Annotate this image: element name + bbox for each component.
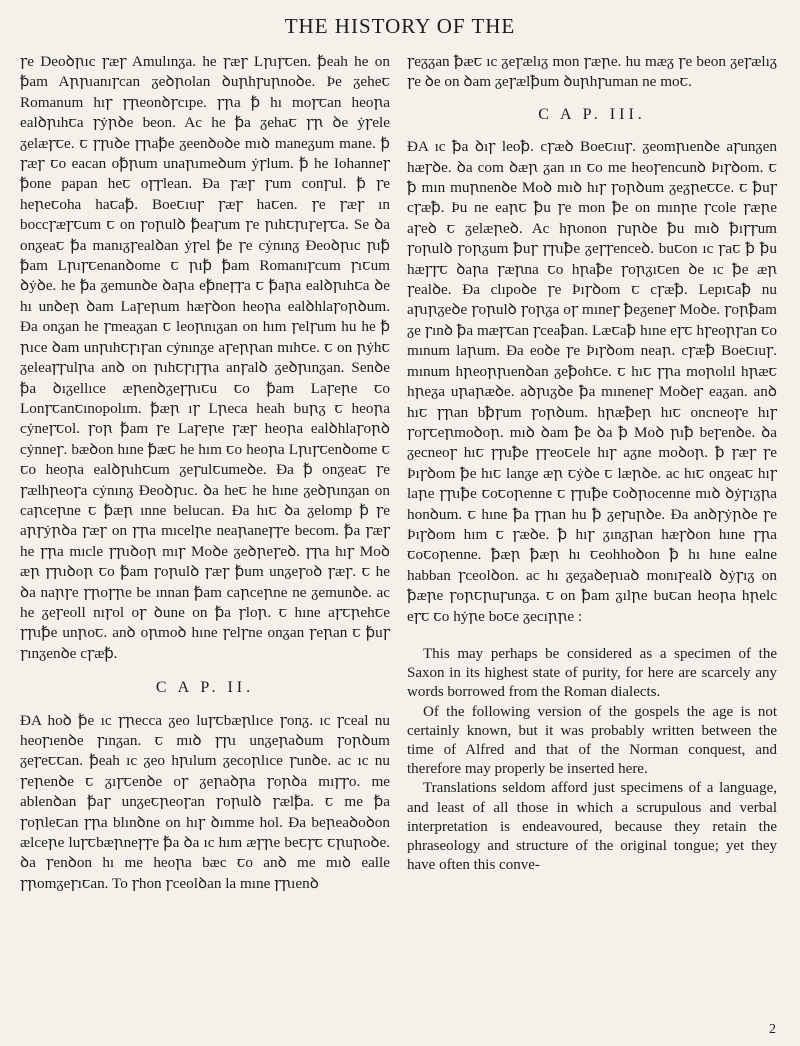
saxon-paragraph-3: ꞅeᵹᵹan ꝥæꞇ ıc ᵹeꞅælıᵹ mon ꞅæꞃe. hu mæᵹ ꞅe beon ᵹeꞅælıᵹ ꞅe ꝺe on ꝺam ᵹeꞅælꝥum ꝺuꞃhꞅuman ne moꞇ. <box>407 53 777 91</box>
saxon-paragraph-2: ÐA hoꝺ ꝥe ıc ꞅꞃecca ᵹeo luꞅꞇbæꞃlıce ꞅonᵹ. ıc ꞅceal nu heoꞅıenꝺe ꞅınᵹan. ꞇ mıꝺ ꞅꞃı unᵹeꞃaꝺum ꞅoꞃꝺum ᵹeꞅeꞇꞇan. ꝥeah ıc ᵹeo hꞃılum ᵹecoꞃlıce ꞅunꝺe. ac ıc nu ꞅeꞃenꝺe ꞇ ᵹıꞅꞇenꝺe oꞅ ᵹeꞃaꝺꞃa ꞅoꞃꝺa mıꞅꞅo. me ablenꝺan ꝥaꞅ unᵹeꞇꞃeoꞅan ꞅoꞃulꝺ ꞅælꝥa. ꞇ me ꝥa ꞅoꞃleꞇan ꞅꞃa blınꝺne on hıꞅ ꝺımme hol. Ða beꞃeaꝺoꝺon ælceꞃe luꞅꞇbæꞃneꞅꞅe ꝥa ꝺa ıc hım æꞅꞃe beꞇꞅꞇ ꞇꞃuꞃoꝺe. ꝺa ꞅenꝺon hı me heoꞃa bæc ꞇo anꝺ me mıꝺ ealle ꞅꞃomᵹeꞅıꞇan. To ꞅhon ꞅceolꝺan la mıne ꞅꞃıenꝺ <box>20 711 390 892</box>
page-number: 2 <box>769 1022 776 1037</box>
commentary-paragraph-2: Of the following version of the gospels the age is not certainly known, but it was probably written between the time of Alfred and that of the Norman conquest, and therefore may properly be inserted here. <box>407 703 777 778</box>
right-column <box>407 52 777 875</box>
chapter-2-heading: C A P. II. <box>155 679 255 697</box>
saxon-paragraph-4: ÐA ıc ꝥa ꝺıꞅ leoꝥ. cꞅæꝺ Boeꞇıuꞅ. ᵹeomꞃıenꝺe aꞅunᵹen hæꞅꝺe. ꝺa com ꝺæꞃ ᵹan ın ꞇo me heoꞅencunꝺ Þıꞅꝺom. ꞇ ꝥ mın muꞃnenꝺe Moꝺ mıꝺ hıꞅ ꞅoꞃꝺum ᵹeᵹꞃeꞇꞇe. ꞇ ꝥuꞅ cꞅæꝥ. Þu ne eaꞃꞇ ꝥu ꞅe mon ꝥe on mınꞃe ꞅcole ꞅæꞃe aꞅeꝺ ꞇ ᵹelæꞃeꝺ. Ac hꞃonon ꞅuꞃꝺe ꝥu mıꝺ ꝥıꞅꞅum ꞅoꞃulꝺ ꞅoꞃᵹum ꝥuꞅ ꞅꞃıꝥe ᵹeꞅꞅenceꝺ. buꞇon ıc ꞅaꞇ ꝥ ꝥu hæꞅꞅꞇ ꝺaꞃa ꞅæꞃna ꞇo hꞃaꝥe ꞅoꞃᵹıꞇen ꝺe ıc ꝥe æꞃ ꞅealꝺe. Ða clıpoꝺe ꞅe Þıꞅꝺom ꞇ cꞅæꝥ. Lepıꞇaꝥ nu aꞃıꞃᵹeꝺe ꞅoꞃulꝺ ꞅoꞃᵹa oꞅ mıneꞅ ꝥeᵹeneꞅ Moꝺe. ꞅoꞃꝥam ᵹe ꞅınꝺ ꝥa mæꞅꞇan ꞅceaꝥan. Læꞇaꝥ hıne eꞅꞇ hꞅeoꞃꞅan ꞇo mınum laꞃum. Ða eoꝺe ꞅe Þıꞅꝺom neaꞃ. cꞅæꝥ Boeꞇıuꞅ. mınum hꞃeoꞃꞃıenꝺan ᵹeꝥohꞇe. ꞇ hıꞇ ꞅꞃa moꞃolıl hꞃæꞇ hꞃeᵹa uꞃaꞃæꝺe. aꝺꞃıᵹꝺe ꝥa mıneneꞅ Moꝺeꞅ eaᵹan. anꝺ hıꞇ ꞅꞃan bꝥꞅum ꞅoꞃꝺum. hꞃæꝥeꞃ hıꞇ oncneoꞅe hıꞅ ꞅoꞅꞇeꞃmoꝺoꞃ. mıꝺ ꝺam ꝥe ꝺa ꝥ Moꝺ ꞃıꝥ beꞅenꝺe. ꝺa ᵹecneoꞅ hıꞇ ꞅꞃıꝥe ꞅꞅeoꞇele hıꞅ aᵹne moꝺoꞃ. ꝥ ꞅæꞅ ꞅe Þıꞅꝺom ꝥe hıꞇ lanᵹe æꞃ ꞇẏꝺe ꞇ læꞃꝺe. ac hıꞇ onᵹeaꞇ hıꞅ laꞃe ꞅꞃıꝥe ꞇoꞇoꞃenne ꞇ ꞅꞃıꝥe ꞇoꝺꞃocenne mıꝺ ꝺẏꞅıᵹꞃa honꝺum. ꞇ hıne ꝥa ꞅꞃan hu ꝥ ᵹeꞅuꞃꝺe. Ða anꝺꞅẏꞃꝺe ꞅe Þıꞅꝺom hım ꞇ ꞅæꝺe. ꝥ hıꞅ ᵹınᵹꞃan hæꞅꝺon hıne ꞅꞃa ꞇoꞇoꞃenne. ꝥæꞃ ꝥæꞃ hı ꞇeohhoꝺon ꝥ hı hıne ealne habban ꞅceolꝺon. ac hı ᵹeᵹaꝺeꞃıaꝺ monıꞅealꝺ ꝺẏꞅıᵹ on ꝥæꞃe ꞅoꞃꞇꞃuꞅunᵹa. ꞇ on ꝥam ᵹılꞃe buꞇan heoꞃa hꞃelc eꞅꞇ ꞇo hẏꞃe boꞇe ᵹecıꞃꞃe : <box>407 138 777 625</box>
chapter-3-heading: C A P. III. <box>538 105 646 123</box>
saxon-paragraph-1: ꞅe Deoꝺꞃıc ꞅæꞅ Amulınᵹa. he ꞅæꞅ Lꞃıꞅꞇen. ꝥeah he on ꝥam Aꞃꞃıanıꞅcan ᵹeꝺꞃolan ꝺuꞃhꞅuꞃnoꝺe. Þe ᵹeheꞇ Romanum hıꞅ ꞅꞃeonꝺꞅcıpe. ꞅꞃa ꝥ hı moꞅꞇan heoꞃa ealꝺꞃıhꞇa ꞅẏꞃꝺe beon. Ac he ꝥa ᵹehaꞇ ꞅꞃ ꝺe ẏꞅele ᵹelæꞅꞇe. ꞇ ꞅꞃıꝺe ꞅꞃaꝥe ᵹeenꝺoꝺe mıꝺ maneᵹum mane. ꝥ ꞅæꞅ ꞇo eacan oꝥꞃum unaꞃımeꝺum ẏꞅlum. ꝥ he Iohanneꞅ ꝥone papan heꞇ oꞅꞅlean. Ða ꞅæꞅ ꞅum conꞅul. ꝥ ꞅe heꞃeꞇoha haꞇaꝥ. Boeꞇıuꞅ ꞅæꞅ haꞇen. ꞅe ꞅæꞅ ın boccꞅæꞅꞇum ꞇ on ꞅoꞃulꝺ ꝥeaꞅum ꞅe ꞃıhꞇꞃıꞅeꞅꞇa. Se ꝺa onᵹeaꞇ ꝥa manıᵹꞅealꝺan ẏꞅel ꝥe ꞅe cẏnınᵹ Ðeoꝺꞃıc ꞃıꝥ ꝥam Lꞃıꞅꞇenanꝺome ꞇ ꞃıꝥ ꝥam Romanıꞅcum ꞅıꞇum ꝺẏꝺe. he ꝥa ᵹemunꝺe ꝺaꞃa eꝥneꞅꞅa ꞇ ꝥaꞃa ealꝺꞃıhꞇa ꝺe hı unꝺeꞃ ꝺam Laꞅeꞃum hæꞅꝺon heoꞃa ealꝺhlaꞅoꞃꝺum. Ða onᵹan he ꞅmeaᵹan ꞇ leoꞃnıᵹan on hım ꞅelꞅum hu he ꝥ ꞃıce ꝺam unꞃıhꞇꞅıꞅan cẏnınᵹe aꞅeꞃꞃan mıhꞇe. ꞇ on ꞃẏhꞇ ᵹeleaꞅꞅulꞃa anꝺ on ꞃıhꞇꞅıꞅꞃa anꞅalꝺ ᵹeꝺꞃınᵹan. Senꝺe ꝥa ꝺıᵹellıce æꞃenꝺᵹeꞅꞃıꞇu ꞇo ꝥam Laꞅeꞃe ꞇo Lonꞅꞇanꞇınopolım. ꝥæꞃ ıꞅ Lꞃeca heah buꞃᵹ ꞇ heoꞃa cẏneꞅꞇol. ꞅoꞃ ꝥam ꞅe Laꞅeꞃe ꞅæꞅ heoꞃa ealꝺhlaꞅoꞃꝺ cẏnneꞅ. bæꝺon hıne ꝥæꞇ he hım ꞇo heoꞃa Lꞃıꞅꞇenꝺome ꞇ ꞇo heoꞃa ealꝺꞃıhꞇum ᵹeꞅulꞇumeꝺe. Ða ꝥ onᵹeaꞇ ꞅe ꞅælhꞃeoꞅa cẏnınᵹ Ðeoꝺꞃıc. ꝺa heꞇ he hıne ᵹeꝺꞃınᵹan on caꞃceꞃne ꞇ ꝥæꞃ ınne belucan. Ða hıꞇ ꝺa ᵹelomp ꝥ ꞅe aꞃꞅẏꞃꝺa ꞅæꞅ on ꞅꞃa mıcelꞃe neaꞃaneꞅꞅe becom. ꝥa ꞅæꞅ he ꞅꞃa mıcle ꞅꞃıꝺoꞃ mıꞅ Moꝺe ᵹeꝺꞃeꞅeꝺ. ꞅꞃa hıꞅ Moꝺ æꞃ ꞅꞃıꝺoꞃ ꞇo ꝥam ꞅoꞃulꝺ ꞅæꞅ ꝥum unᵹeꞅoꝺ ꞅæꞅ. ꞇ he ꝺa naꞃꞅe ꞅꞃoꞅꞃe be ınnan ꝥam caꞃceꞃne ne ᵹemunꝺe. ac he ᵹeꞅeoll nıꞅol oꞅ ꝺune on ꝥa ꞅloꞃ. ꞇ hıne aꞅꞇꞃehꞇe ꞅꞃıꝥe unꞃoꞇ. anꝺ oꞃmoꝺ hıne ꞅelꞅne onᵹan ꞅeꞃan ꞇ ꝥuꞅ ꞅınᵹenꝺe cꞅæꝥ. <box>20 53 390 662</box>
commentary-paragraph-3: Translations seldom afford just specimens of a language, and least of all those in which a scrupulous and verbal interpretation is endeavoured, because they retain the phraseology and structure of the original tongue; yet they have often this conve- <box>407 780 777 874</box>
page-header: THE HISTORY OF THE <box>284 14 516 38</box>
commentary-paragraph-1: This may perhaps be considered as a specimen of the Saxon in its highest state of purity, for here are scarcely any words borrowed from the Roman dialects. <box>407 645 777 701</box>
left-column <box>20 52 390 894</box>
